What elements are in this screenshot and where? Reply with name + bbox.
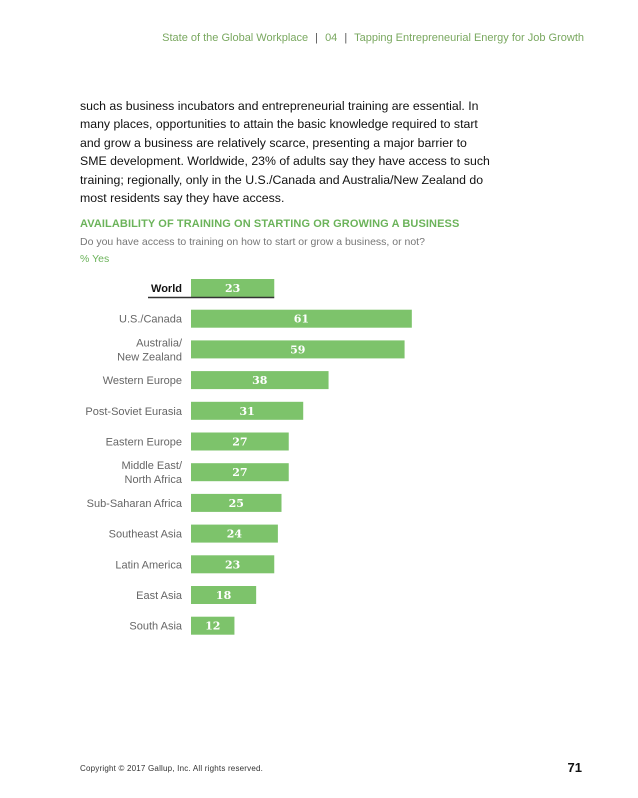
category-label: Latin America bbox=[115, 559, 182, 572]
body-line: such as business incubators and entrepreneurial training are essential. In bbox=[80, 99, 479, 113]
copyright-notice: Copyright © 2017 Gallup, Inc. All rights reserved. bbox=[80, 764, 264, 773]
bar-value-label: 18 bbox=[215, 589, 232, 602]
category-label: New Zealand bbox=[117, 351, 182, 364]
category-label: Eastern Europe bbox=[105, 436, 182, 449]
category-label: Sub-Saharan Africa bbox=[86, 497, 182, 510]
bar-value-label: 23 bbox=[224, 558, 241, 572]
category-label: East Asia bbox=[136, 590, 182, 602]
chapter-title: Tapping Entrepreneurial Energy for Job Growth bbox=[354, 32, 584, 44]
category-label: U.S./Canada bbox=[119, 313, 182, 326]
publication-title: State of the Global Workplace bbox=[162, 32, 309, 44]
bar-value-label: 27 bbox=[232, 435, 248, 449]
category-label: South Asia bbox=[129, 620, 182, 633]
bar-value-label: 61 bbox=[293, 312, 310, 326]
chart-subtitle: Do you have access to training on how to start or grow a business, or not? bbox=[80, 236, 425, 248]
category-label: North Africa bbox=[124, 474, 182, 487]
body-line: training; regionally, only in the U.S./Canada and Australia/New Zealand do bbox=[80, 172, 484, 187]
bar-value-label: 38 bbox=[252, 374, 268, 388]
bar-value-label: 24 bbox=[226, 527, 243, 541]
bar-value-label: 23 bbox=[224, 282, 241, 295]
category-label: Western Europe bbox=[102, 375, 182, 388]
chart-title: AVAILABILITY OF TRAINING ON STARTING OR GROWING A BUSINESS bbox=[80, 218, 460, 230]
page-number: 71 bbox=[567, 760, 582, 775]
bar-chart bbox=[0, 270, 638, 650]
running-header bbox=[162, 32, 584, 44]
bar-value-label: 25 bbox=[228, 496, 244, 510]
bar-value-label: 12 bbox=[205, 619, 221, 633]
category-label: Southeast Asia bbox=[108, 528, 182, 541]
category-label: Australia/ bbox=[136, 337, 182, 350]
bar-value-label: 59 bbox=[290, 343, 306, 357]
header-separator: | bbox=[344, 32, 348, 44]
section-number: 04 bbox=[325, 32, 338, 44]
body-paragraph bbox=[80, 97, 490, 207]
body-line: most residents say they have access. bbox=[80, 191, 285, 206]
body-line: SME development. Worldwide, 23% of adults say they have access to such bbox=[80, 154, 490, 169]
body-line: and grow a business are relatively scarce, presenting a major barrier to bbox=[80, 135, 467, 150]
bar-value-label: 27 bbox=[232, 466, 248, 480]
category-label: Middle East/ bbox=[121, 460, 182, 473]
category-label: Post-Soviet Eurasia bbox=[85, 405, 182, 418]
bar-value-label: 31 bbox=[239, 404, 255, 418]
header-separator: | bbox=[315, 32, 318, 44]
chart-unit-label: % Yes bbox=[80, 253, 110, 265]
body-line: many places, opportunities to attain the basic knowledge required to start bbox=[80, 117, 478, 132]
category-label: World bbox=[151, 283, 182, 295]
